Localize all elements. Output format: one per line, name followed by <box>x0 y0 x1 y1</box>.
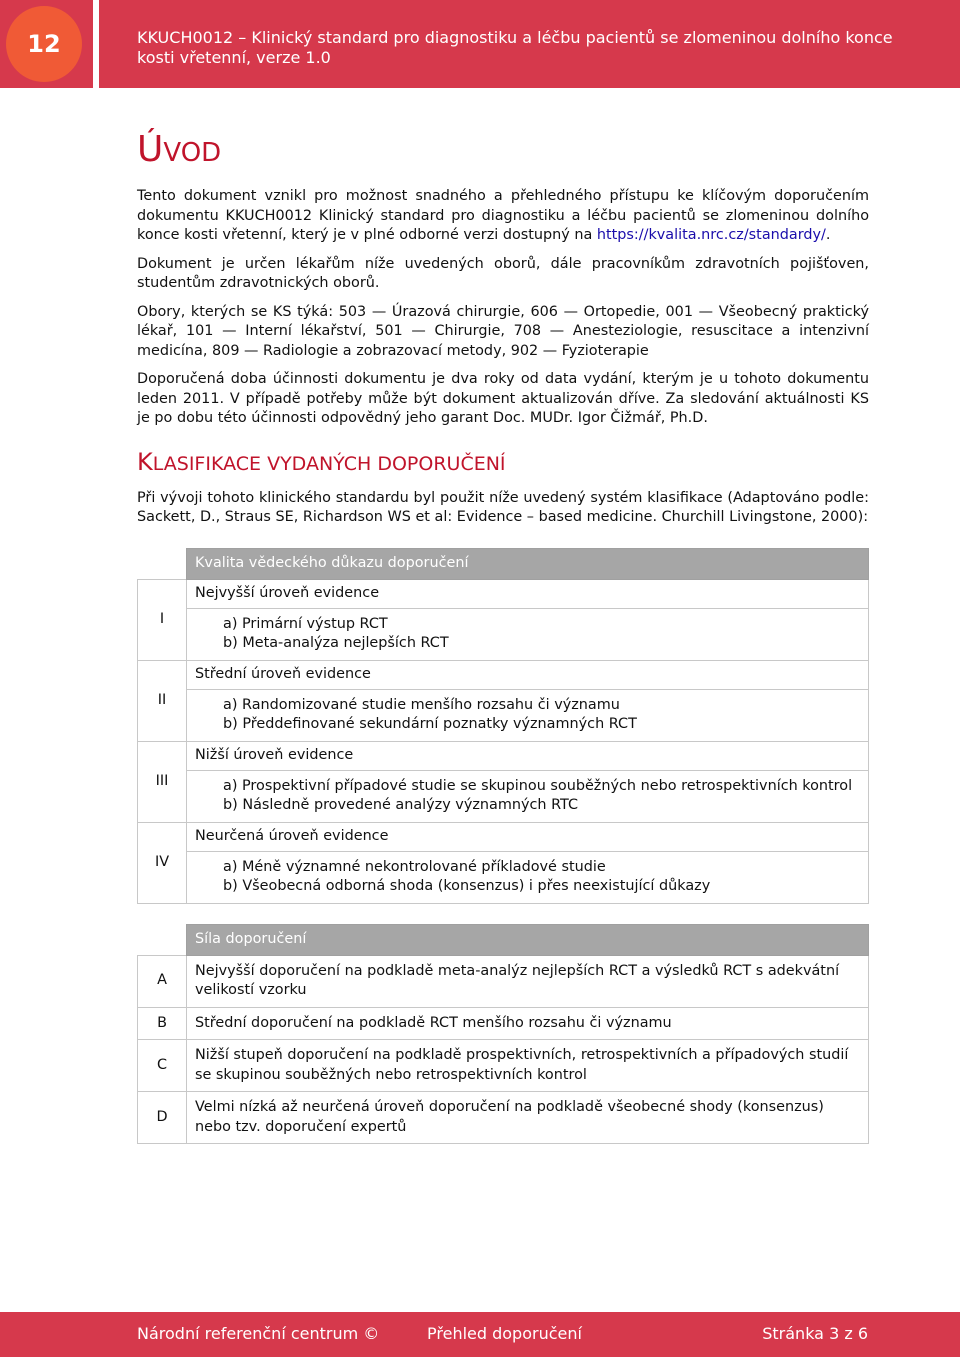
strength-description: Nižší stupeň doporučení na podkladě prospektivních, retrospektivních a případových studií se skupinou souběžných nebo retrospektivních kontrol <box>187 1040 869 1092</box>
strength-table-header: Síla doporučení <box>187 924 869 955</box>
evidence-level-label: Střední úroveň evidence <box>187 660 869 689</box>
evidence-sublist <box>187 851 869 903</box>
table-row <box>138 579 869 608</box>
table-row <box>138 660 869 689</box>
table-row <box>138 1007 869 1040</box>
table-row <box>138 1092 869 1144</box>
evidence-item-a: a) Méně významné nekontrolované příkladové studie <box>223 858 606 875</box>
evidence-level-label: Neurčená úroveň evidence <box>187 822 869 851</box>
table-row <box>138 608 869 660</box>
recommendation-strength-table <box>137 924 869 1145</box>
footer-section: Přehled doporučení <box>427 1324 582 1343</box>
evidence-level: I <box>138 579 187 660</box>
fields-paragraph: Obory, kterých se KS týká: 503 — Úrazová chirurgie, 606 — Ortopedie, 001 — Všeobecný praktický lékař, 101 — Interní lékařství, 501 — Chirurgie, 708 — Anesteziologie, resuscitace a intenzivní medicína, 809 — Radiologie a zobrazovací metody, 902 — Fyzioterapie <box>137 303 869 359</box>
page-number-badge: 12 <box>6 6 82 82</box>
evidence-item-b: b) Meta-analýza nejlepších RCT <box>223 635 449 651</box>
evidence-item-a: a) Prospektivní případové studie se skupinou souběžných nebo retrospektivních kontrol <box>223 777 853 794</box>
evidence-item-b: b) Všeobecná odborná shoda (konsenzus) i přes neexistující důkazy <box>223 878 711 894</box>
table-row <box>138 822 869 851</box>
evidence-level-label: Nejvyšší úroveň evidence <box>187 579 869 608</box>
evidence-item-b: b) Předdefinované sekundární poznatky významných RCT <box>223 716 637 732</box>
table-row <box>138 955 869 1007</box>
evidence-quality-table <box>137 548 869 904</box>
evidence-item-a: a) Randomizované studie menšího rozsahu či významu <box>223 696 620 713</box>
evidence-sublist <box>187 608 869 660</box>
strength-level: D <box>138 1092 187 1144</box>
evidence-item-b: b) Následně provedené analýzy významných RTC <box>223 797 579 813</box>
strength-description: Nejvyšší doporučení na podkladě meta-analýz nejlepších RCT a výsledků RCT s adekvátní velikostí vzorku <box>187 955 869 1007</box>
footer-organization: Národní referenční centrum © <box>137 1324 380 1343</box>
evidence-sublist <box>187 770 869 822</box>
classification-heading: KLASIFIKACE VYDANÝCH DOPORUČENÍ <box>137 447 506 476</box>
validity-paragraph: Doporučená doba účinnosti dokumentu je dva roky od data vydání, kterým je u tohoto dokumentu leden 2011. V případě potřeby může být dokument aktualizován dříve. Za sledování aktuálnosti KS je po dobu této účinnosti odpovědný jeho garant Doc. MUDr. Igor Čižmář, Ph.D. <box>137 371 869 426</box>
standards-link[interactable]: https://kvalita.nrc.cz/standardy/ <box>596 227 826 243</box>
page-footer <box>0 1312 960 1357</box>
evidence-level: IV <box>138 822 187 903</box>
intro-heading: ÚVOD <box>137 129 222 170</box>
main-content <box>137 130 869 1144</box>
evidence-sublist <box>187 689 869 741</box>
table-header-row <box>138 548 869 579</box>
footer-page-counter: Stránka 3 z 6 <box>762 1324 868 1343</box>
table-row <box>138 1040 869 1092</box>
evidence-table-header: Kvalita vědeckého důkazu doporučení <box>187 548 869 579</box>
classification-intro: Při vývoji tohoto klinického standardu byl použit níže uvedený systém klasifikace (Adaptováno podle: Sackett, D., Straus SE, Richardson WS et al: Evidence – based medicine. Churchill Livingstone, 2000): <box>137 489 869 525</box>
evidence-level-label: Nižší úroveň evidence <box>187 741 869 770</box>
intro-paragraph-2: Dokument je určen lékařům níže uvedených oborů, dále pracovníkům zdravotních pojišťoven, studentům zdravotnických oborů. <box>137 255 869 291</box>
strength-level: B <box>138 1007 187 1040</box>
header-divider <box>93 0 99 88</box>
table-row <box>138 770 869 822</box>
strength-description: Střední doporučení na podkladě RCT menšího rozsahu či významu <box>187 1007 869 1040</box>
strength-level: C <box>138 1040 187 1092</box>
document-title: KKUCH0012 – Klinický standard pro diagnostiku a léčbu pacientů se zlomeninou dolního konce kosti vřetenní, verze 1.0 <box>137 28 893 67</box>
page-header <box>0 0 960 88</box>
strength-level: A <box>138 955 187 1007</box>
table-row <box>138 689 869 741</box>
table-row <box>138 741 869 770</box>
table-row <box>138 851 869 903</box>
table-header-row <box>138 924 869 955</box>
intro-paragraph-1: Tento dokument vznikl pro možnost snadného a přehledného přístupu ke klíčovým doporučením dokumentu KKUCH0012 Klinický standard pro diagnostiku a léčbu pacientů se zlomeninou dolního konce kosti vřetenní, který je v plné odborné verzi dostupný na https://kvalita.nrc.cz/standardy/. <box>137 188 869 243</box>
evidence-level: III <box>138 741 187 822</box>
strength-description: Velmi nízká až neurčená úroveň doporučení na podkladě všeobecné shody (konsenzus) nebo tzv. doporučení expertů <box>187 1092 869 1144</box>
evidence-level: II <box>138 660 187 741</box>
evidence-item-a: a) Primární výstup RCT <box>223 615 388 632</box>
